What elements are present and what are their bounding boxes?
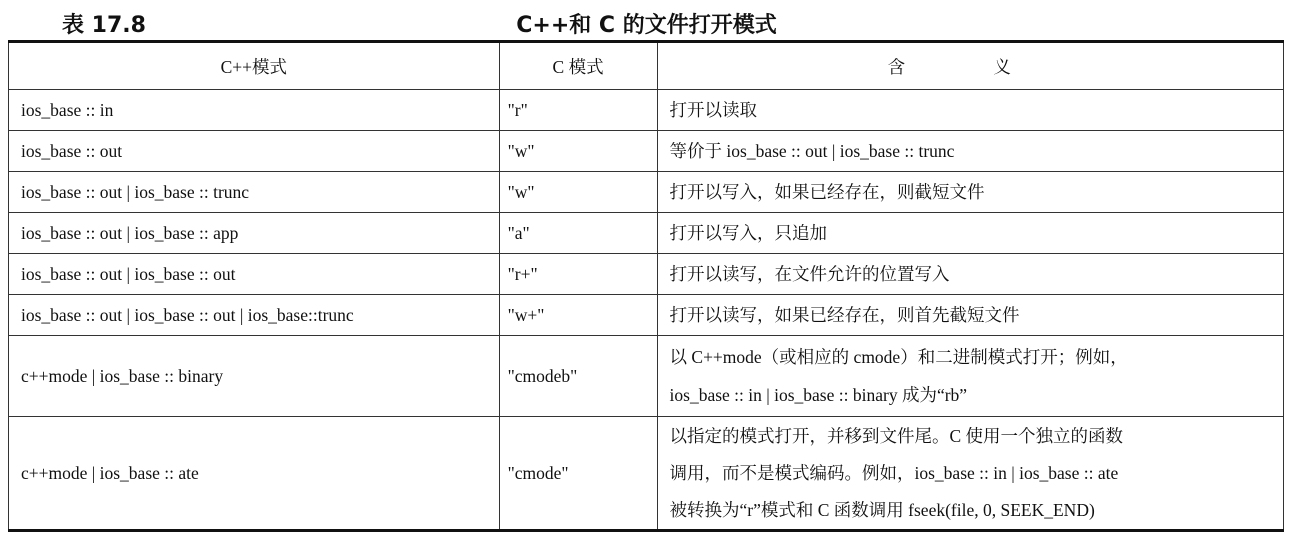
- table-row: [9, 295, 1284, 336]
- cpp-mode-cell: c++mode | ios_base :: binary: [9, 336, 500, 417]
- meaning-cell: 打开以读取: [657, 90, 1283, 131]
- c-mode-cell: "w+": [499, 295, 657, 336]
- meaning-cell: 打开以读写，在文件允许的位置写入: [657, 254, 1283, 295]
- c-mode-cell: "cmode": [499, 417, 657, 531]
- table-row: [9, 131, 1284, 172]
- c-mode-cell: "r": [499, 90, 657, 131]
- c-mode-cell: "w": [499, 131, 657, 172]
- header-c-mode: C 模式: [499, 42, 657, 90]
- meaning-cell: 以 C++mode（或相应的 cmode）和二进制模式打开；例如， ios_base :: in | ios_base :: binary 成为“rb”: [657, 336, 1283, 417]
- meaning-cell: 打开以读写，如果已经存在，则首先截短文件: [657, 295, 1283, 336]
- table-row: [9, 336, 1284, 417]
- table-title: C++和 C 的文件打开模式: [516, 13, 777, 38]
- cpp-mode-cell: ios_base :: in: [9, 90, 500, 131]
- cpp-mode-cell: ios_base :: out | ios_base :: out | ios_base::trunc: [9, 295, 500, 336]
- cpp-mode-cell: ios_base :: out | ios_base :: out: [9, 254, 500, 295]
- table-row: [9, 254, 1284, 295]
- table-number: 表 17.8: [62, 13, 146, 38]
- c-mode-cell: "a": [499, 213, 657, 254]
- table-row: [9, 213, 1284, 254]
- file-mode-table: [8, 40, 1284, 532]
- table-row: [9, 90, 1284, 131]
- table-row: [9, 417, 1284, 531]
- header-row: [9, 42, 1284, 90]
- table-row: [9, 172, 1284, 213]
- cpp-mode-cell: c++mode | ios_base :: ate: [9, 417, 500, 531]
- header-cpp-mode: C++模式: [9, 42, 500, 90]
- meaning-cell: 打开以写入，只追加: [657, 213, 1283, 254]
- c-mode-cell: "r+": [499, 254, 657, 295]
- cpp-mode-cell: ios_base :: out | ios_base :: trunc: [9, 172, 500, 213]
- meaning-cell: 以指定的模式打开，并移到文件尾。C 使用一个独立的函数 调用，而不是模式编码。例如，ios_base :: in | ios_base :: ate 被转换为“r”模式和 C 函数调用 fseek(file, 0, SEEK_END): [657, 417, 1283, 531]
- cpp-mode-cell: ios_base :: out | ios_base :: app: [9, 213, 500, 254]
- header-meaning: 含 义: [657, 42, 1283, 90]
- c-mode-cell: "cmodeb": [499, 336, 657, 417]
- table-caption: [0, 6, 1293, 40]
- cpp-mode-cell: ios_base :: out: [9, 131, 500, 172]
- c-mode-cell: "w": [499, 172, 657, 213]
- meaning-cell: 等价于 ios_base :: out | ios_base :: trunc: [657, 131, 1283, 172]
- meaning-cell: 打开以写入，如果已经存在，则截短文件: [657, 172, 1283, 213]
